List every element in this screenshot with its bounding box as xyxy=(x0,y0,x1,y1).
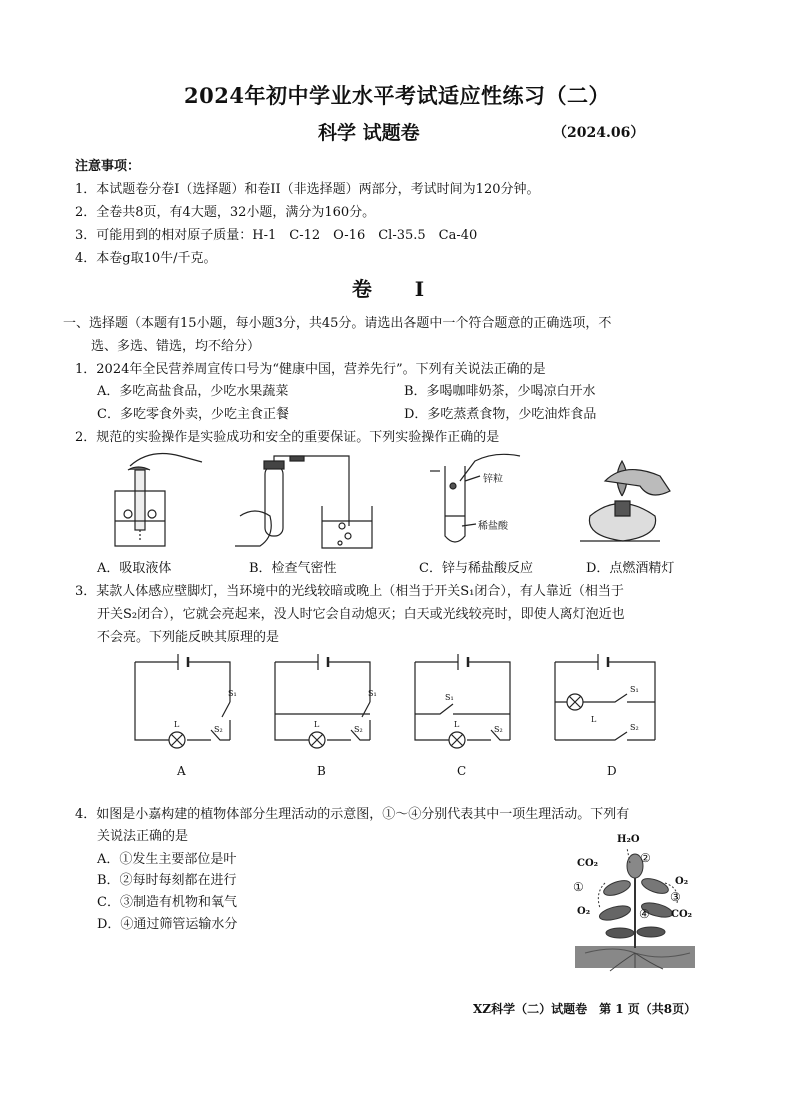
fig-h2o: H₂O xyxy=(617,834,640,845)
circuit-b-s1: S₁ xyxy=(368,689,377,698)
question-4-line1: 4．如图是小嘉构建的植物体部分生理活动的示意图，①～④分别代表其中一项生理活动。下列有 xyxy=(75,807,630,822)
page-footer: XZ科学（二）试题卷 第 1 页（共8页） xyxy=(473,1002,697,1016)
circuit-a-s2: S₂ xyxy=(214,725,223,734)
circuit-a-s1: S₁ xyxy=(228,689,237,698)
circuit-d-s1: S₁ xyxy=(630,685,639,694)
q4-option-b: B．②每时每刻都在进行 xyxy=(97,873,237,888)
circuit-b-lamp: L xyxy=(314,720,320,729)
question-3-line1: 3．某款人体感应壁脚灯，当环境中的光线较暗或晚上（相当于开关S₁闭合），有人靠近（相当于 xyxy=(75,584,624,599)
question-3-line3: 不会亮。下列能反映其原理的是 xyxy=(97,630,280,645)
exam-date: （2024.06） xyxy=(553,125,645,141)
fig-co2-left: CO₂ xyxy=(577,858,599,869)
q2-option-b: B．检查气密性 xyxy=(249,561,337,576)
question-1-stem: 1．2024年全民营养周宣传口号为“健康中国，营养先行”。下列有关说法正确的是 xyxy=(75,362,546,377)
notice-item: 3．可能用到的相对原子质量：H-1 C-12 O-16 Cl-35.5 Ca-40 xyxy=(75,228,478,243)
page-title: 2024年初中学业水平考试适应性练习（二） xyxy=(184,83,610,108)
section-instruction-line1: 一、选择题（本题有15小题，每小题3分，共45分。请选出各题中一个符合题意的正确选项，不 xyxy=(63,316,612,331)
subject-title: 科学 试题卷 xyxy=(318,122,420,144)
q4-option-c: C．③制造有机物和氧气 xyxy=(97,895,237,910)
circuit-b-label: B xyxy=(317,764,326,778)
q3-circuits xyxy=(125,652,685,782)
circuit-a-label: A xyxy=(177,764,186,778)
circuit-c-label: C xyxy=(457,764,467,778)
notice-item: 4．本卷g取10牛/千克。 xyxy=(75,251,217,266)
notice-item: 2．全卷共8页，有4大题，32小题，满分为160分。 xyxy=(75,205,376,220)
q2-option-d: D．点燃酒精灯 xyxy=(586,561,675,576)
q4-option-a: A．①发生主要部位是叶 xyxy=(97,852,237,867)
circuit-c-s1: S₁ xyxy=(445,693,454,702)
q1-option-a: A．多吃高盐食品，少吃水果蔬菜 xyxy=(97,384,289,399)
fig-num-3: ③ xyxy=(670,890,681,904)
fig-num-4: ④ xyxy=(639,907,650,921)
circuit-c-s2: S₂ xyxy=(494,725,503,734)
fig-o2-right: O₂ xyxy=(675,876,689,887)
question-4-line2: 关说法正确的是 xyxy=(97,829,189,844)
q2-figures xyxy=(90,446,740,556)
figure-d-alcohol-lamp xyxy=(580,461,670,541)
q2-option-a: A．吸取液体 xyxy=(97,561,172,576)
circuit-b-s2: S₂ xyxy=(354,725,363,734)
fig-num-2: ② xyxy=(640,851,651,865)
notice-heading: 注意事项： xyxy=(75,159,141,174)
notice-item: 1．本试题卷分卷I（选择题）和卷II（非选择题）两部分，考试时间为120分钟。 xyxy=(75,182,540,197)
fig-co2-right: CO₂ xyxy=(671,909,693,920)
circuit-c-lamp: L xyxy=(454,720,460,729)
label-acid: 稀盐酸 xyxy=(478,521,508,532)
fig-num-1: ① xyxy=(573,880,584,894)
circuit-d-lamp: L xyxy=(591,715,597,724)
figure-a-dropper xyxy=(115,454,202,546)
q4-option-d: D．④通过筛管运输水分 xyxy=(97,917,238,932)
volume-title: 卷 I xyxy=(351,277,443,301)
question-2-stem: 2．规范的实验操作是实验成功和安全的重要保证。下列实验操作正确的是 xyxy=(75,430,500,445)
q1-option-b: B．多喝咖啡奶茶，少喝凉白开水 xyxy=(404,384,596,399)
q2-option-c: C．锌与稀盐酸反应 xyxy=(419,561,533,576)
circuit-d-s2: S₂ xyxy=(630,723,639,732)
figure-b-airtightness xyxy=(235,456,372,548)
q4-plant-figure xyxy=(565,828,715,978)
fig-o2-left: O₂ xyxy=(577,906,591,917)
circuit-d-label: D xyxy=(607,764,617,778)
q1-option-c: C．多吃零食外卖，少吃主食正餐 xyxy=(97,407,289,422)
circuit-d xyxy=(555,654,655,740)
question-3-line2: 开关S₂闭合），它就会亮起来，没人时它会自动熄灭；白天或光线较亮时，即使人离灯泡近也 xyxy=(97,607,625,622)
label-zinc: 锌粒 xyxy=(483,474,503,485)
q1-option-d: D．多吃蒸煮食物，少吃油炸食品 xyxy=(404,407,597,422)
section-instruction-line2: 选、多选、错选，均不给分） xyxy=(91,339,261,354)
circuit-a-lamp: L xyxy=(174,720,180,729)
